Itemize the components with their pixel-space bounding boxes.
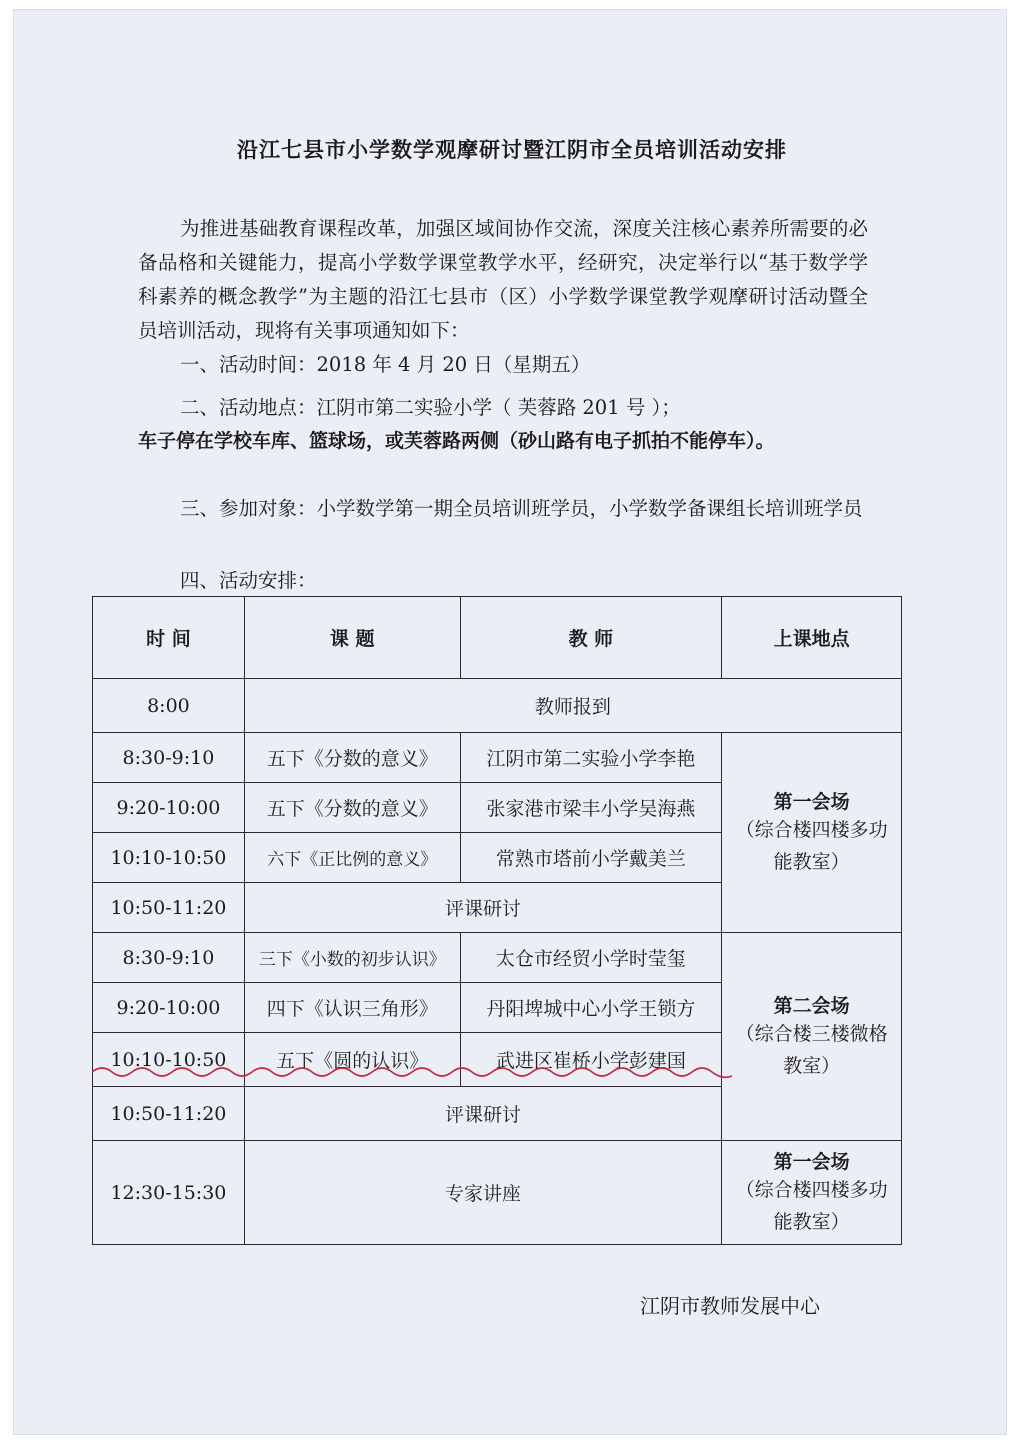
row-topic: 五下《圆的认识》 — [244, 1033, 460, 1087]
header-topic: 课 题 — [244, 597, 460, 679]
item-schedule-heading: 四、活动安排： — [180, 569, 317, 592]
item-location: 二、活动地点：江阴市第二实验小学（ 芙蓉路 201 号 ）； — [180, 396, 681, 419]
row-topic: 四下《认识三角形》 — [244, 983, 460, 1033]
item-participants: 三、参加对象：小学数学第一期全员培训班学员，小学数学备课组长培训班学员 — [180, 497, 863, 520]
row-teacher: 武进区崔桥小学彭建国 — [460, 1033, 722, 1087]
header-teacher: 教 师 — [460, 597, 722, 679]
lecture-time: 12:30-15:30 — [93, 1141, 245, 1245]
table-row — [93, 1141, 902, 1245]
header-time: 时 间 — [93, 597, 245, 679]
row-teacher: 江阴市第二实验小学李艳 — [460, 733, 722, 783]
table-row — [93, 733, 902, 783]
row-time: 9:20-10:00 — [93, 983, 245, 1033]
lecture-text: 专家讲座 — [244, 1141, 721, 1245]
document-title: 沿江七县市小学数学观摩研讨暨江阴市全员培训活动安排 — [237, 138, 787, 162]
parking-notice: 车子停在学校车库、篮球场，或芙蓉路两侧（砂山路有电子抓拍不能停车）。 — [138, 430, 775, 452]
row-time: 10:50-11:20 — [93, 1087, 245, 1141]
row-topic: 六下《正比例的意义》 — [244, 833, 460, 883]
venue-1-name: 第一会场 — [773, 791, 850, 813]
row-time: 9:20-10:00 — [93, 783, 245, 833]
row-teacher: 常熟市塔前小学戴美兰 — [460, 833, 722, 883]
review-discussion: 评课研讨 — [244, 883, 721, 933]
venue-1-cell — [722, 733, 902, 933]
venue-3-cell — [722, 1141, 902, 1245]
venue-3-detail: （综合楼四楼多功能教室） — [735, 1179, 888, 1233]
row-topic: 三下《小数的初步认识》 — [244, 933, 460, 983]
venue-2-detail: （综合楼三楼微格教室） — [735, 1023, 888, 1077]
venue-2-name: 第二会场 — [773, 995, 850, 1017]
table-header-row — [93, 597, 902, 679]
table-row — [93, 933, 902, 983]
row-teacher: 太仓市经贸小学时莹玺 — [460, 933, 722, 983]
review-discussion: 评课研讨 — [244, 1087, 721, 1141]
checkin-text: 教师报到 — [244, 679, 901, 733]
table-row — [93, 679, 902, 733]
header-venue: 上课地点 — [722, 597, 902, 679]
intro-paragraph: 为推进基础教育课程改革，加强区域间协作交流，深度关注核心素养所需要的必备品格和关键能力，提高小学数学课堂教学水平，经研究，决定举行以“基于数学学科素养的概念教学”为主题的沿江七县市（区）小学数学课堂教学观摩研讨活动暨全员培训活动，现将有关事项通知如下： — [138, 217, 868, 342]
schedule-table — [92, 596, 902, 1245]
item-time: 一、活动时间：2018 年 4 月 20 日（星期五） — [180, 353, 591, 376]
row-time: 10:50-11:20 — [93, 883, 245, 933]
row-time: 8:30-9:10 — [93, 933, 245, 983]
issuer-signature: 江阴市教师发展中心 — [640, 1294, 820, 1318]
row-time: 10:10-10:50 — [93, 1033, 245, 1087]
checkin-time: 8:00 — [93, 679, 245, 733]
row-teacher: 张家港市梁丰小学吴海燕 — [460, 783, 722, 833]
venue-3-name: 第一会场 — [773, 1151, 850, 1173]
red-wavy-underline — [92, 1062, 732, 1086]
row-topic: 五下《分数的意义》 — [244, 783, 460, 833]
row-time: 8:30-9:10 — [93, 733, 245, 783]
venue-1-detail: （综合楼四楼多功能教室） — [735, 819, 888, 873]
row-time: 10:10-10:50 — [93, 833, 245, 883]
row-topic: 五下《分数的意义》 — [244, 733, 460, 783]
venue-2-cell — [722, 933, 902, 1141]
row-teacher: 丹阳埤城中心小学王锁方 — [460, 983, 722, 1033]
